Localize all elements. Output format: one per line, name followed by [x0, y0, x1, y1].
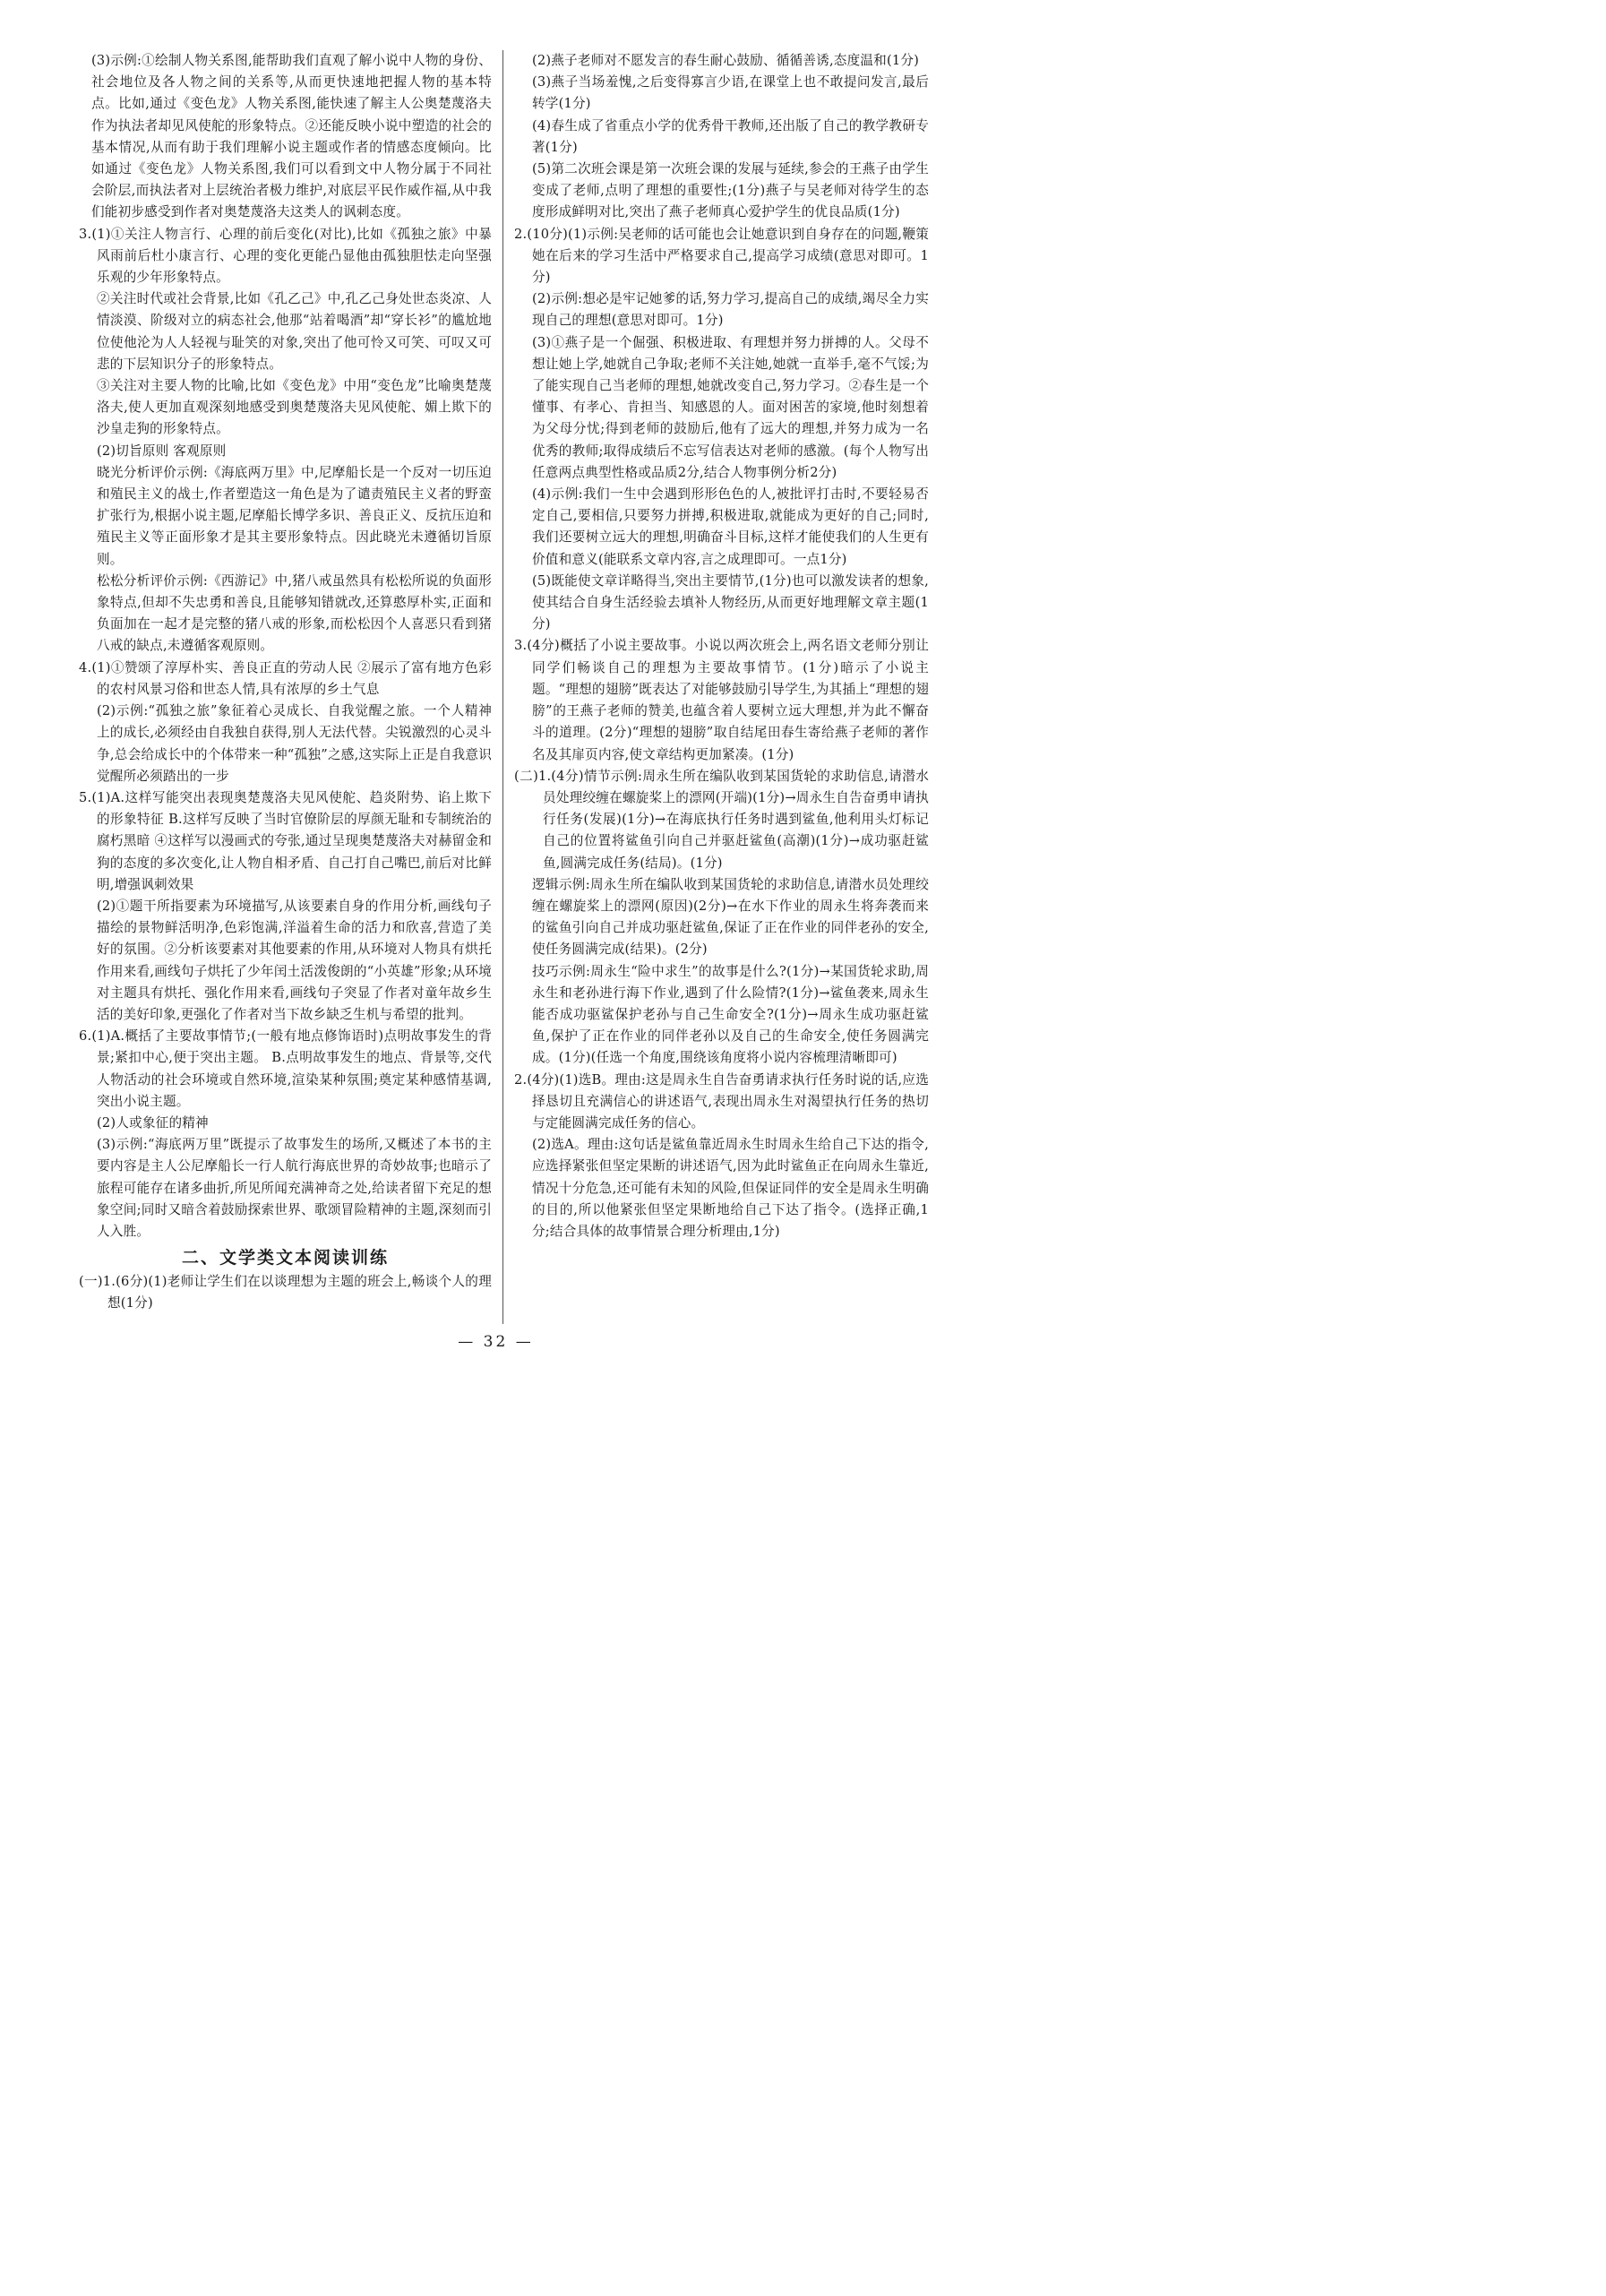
right-column: [514, 50, 929, 1243]
answer-paragraph: 6.(1)A.概括了主要故事情节;(一般有地点修饰语时)点明故事发生的背景;紧扣中心,便于突出主题。 B.点明故事发生的地点、背景等,交代人物活动的社会环境或自然环境,渲染某种氛围;奠定某种感情基调,突出小说主题。: [79, 1028, 492, 1109]
answer-paragraph: 3.(4分)概括了小说主要故事。小说以两次班会上,两名语文老师分别让同学们畅谈自己的理想为主要故事情节。(1分)暗示了小说主题。“理想的翅膀”既表达了对能够鼓励引导学生,为其插上“理想的翅膀”的王燕子老师的赞美,也蕴含着人要树立远大理想,并为此不懈奋斗的道理。(2分)“理想的翅膀”取自结尾田春生寄给燕子老师的著作名及其扉页内容,使文章结构更加紧凑。(1分): [514, 638, 929, 762]
section-title: 二、文学类文本阅读训练: [181, 1248, 389, 1268]
answer-paragraph: (一)1.(6分)(1)老师让学生们在以谈理想为主题的班会上,畅谈个人的理想(1分): [79, 1274, 492, 1311]
answer-paragraph: (2)人或象征的精神: [97, 1114, 209, 1131]
page-number: — 32 —: [458, 1333, 534, 1351]
answer-paragraph: (3)示例:“海底两万里”既提示了故事发生的场所,又概述了本书的主要内容是主人公尼摩船长一行人航行海底世界的奇妙故事;也暗示了旅程可能存在诸多曲折,所见所闻充满神奇之处,给读者留下充足的想象空间;同时又暗含着鼓励探索世界、歌颂冒险精神的主题,深刻而引人入胜。: [97, 1137, 492, 1239]
answer-paragraph: (2)选A。理由:这句话是鲨鱼靠近周永生时周永生给自己下达的指令,应选择紧张但坚定果断的讲述语气,因为此时鲨鱼正在向周永生靠近,情况十分危急,还可能有未知的风险,但保证同伴的安全是周永生明确的目的,所以他紧张但坚定果断地给自己下达了指令。(选择正确,1分;结合具体的故事情景合理分析理由,1分): [532, 1137, 929, 1239]
answer-paragraph: 逻辑示例:周永生所在编队收到某国货轮的求助信息,请潜水员处理绞缠在螺旋桨上的漂网(原因)(2分)→在水下作业的周永生将奔袭而来的鲨鱼引向自己并成功驱赶鲨鱼,保证了正在作业的同伴老孙的安全,使任务圆满完成(结果)。(2分): [532, 876, 929, 958]
answer-paragraph: ③关注对主要人物的比喻,比如《变色龙》中用“变色龙”比喻奥楚蔑洛夫,使人更加直观深刻地感受到奥楚蔑洛夫见风使舵、媚上欺下的沙皇走狗的形象特点。: [97, 378, 492, 437]
answer-paragraph: (3)示例:①绘制人物关系图,能帮助我们直观了解小说中人物的身份、社会地位及各人物之间的关系等,从而更快速地把握人物的基本特点。比如,通过《变色龙》人物关系图,能快速了解主人公奥楚蔑洛夫作为执法者却见风使舵的形象特点。②还能反映小说中塑造的社会的基本情况,从而有助于我们理解小说主题或作者的情感态度倾向。比如通过《变色龙》人物关系图,我们可以看到文中人物分属于不同社会阶层,而执法者对上层统治者极力维护,对底层平民作威作福,从中我们能初步感受到作者对奥楚蔑洛夫这类人的讽刺态度。: [91, 53, 492, 220]
answer-paragraph: 2.(10分)(1)示例:吴老师的话可能也会让她意识到自身存在的问题,鞭策她在后来的学习生活中严格要求自己,提高学习成绩(意思对即可。1分): [514, 226, 929, 286]
answer-paragraph: (二)1.(4分)情节示例:周永生所在编队收到某国货轮的求助信息,请潜水员处理绞缠在螺旋桨上的漂网(开端)(1分)→周永生自告奋勇申请执行任务(发展)(1分)→在海底执行任务时遇到鲨鱼,他利用头灯标记自己的位置将鲨鱼引向自己并驱赶鲨鱼(高潮)(1分)→成功驱赶鲨鱼,圆满完成任务(结局)。(1分): [514, 768, 929, 871]
column-divider: [502, 50, 503, 1324]
answer-paragraph: (4)示例:我们一生中会遇到形形色色的人,被批评打击时,不要轻易否定自己,要相信,只要努力拼搏,积极进取,就能成为更好的自己;同时,我们还要树立远大的理想,明确奋斗目标,这样才能使我们的人生更有价值和意义(能联系文章内容,言之成理即可。一点1分): [532, 486, 929, 567]
answer-paragraph: 3.(1)①关注人物言行、心理的前后变化(对比),比如《孤独之旅》中暴风雨前后杜小康言行、心理的变化更能凸显他由孤独胆怯走向坚强乐观的少年形象特点。: [79, 226, 492, 286]
answer-paragraph: 2.(4分)(1)选B。理由:这是周永生自告奋勇请求执行任务时说的话,应选择恳切且充满信心的讲述语气,表现出周永生对渴望执行任务的热切与定能圆满完成任务的信心。: [514, 1071, 929, 1131]
answer-page: [0, 0, 992, 1433]
answer-paragraph: (2)切旨原则 客观原则: [97, 443, 227, 459]
answer-paragraph: 松松分析评价示例:《西游记》中,猪八戒虽然具有松松所说的负面形象特点,但却不失忠勇和善良,且能够知错就改,还算憨厚朴实,正面和负面加在一起才是完整的猪八戒的形象,而松松因个人喜恶只看到猪八戒的缺点,未遵循客观原则。: [97, 572, 492, 654]
left-column: [79, 50, 492, 1315]
answer-paragraph: (3)①燕子是一个倔强、积极进取、有理想并努力拼搏的人。父母不想让她上学,她就自己争取;老师不关注她,她就一直举手,毫不气馁;为了能实现自己当老师的理想,她就改变自己,努力学习。②春生是一个懂事、有孝心、肯担当、知感恩的人。面对困苦的家境,他时刻想着为父母分忧;得到老师的鼓励后,他有了远大的理想,并努力成为一名优秀的教师;取得成绩后不忘写信表达对老师的感激。(每个人物写出任意两点典型性格或品质2分,结合人物事例分析2分): [532, 334, 929, 480]
answer-paragraph: (2)示例:“孤独之旅”象征着心灵成长、自我觉醒之旅。一个人精神上的成长,必须经由自我独自获得,别人无法代替。尖锐激烈的心灵斗争,总会给成长中的个体带来一种“孤独”之感,这实际上正是自我意识觉醒所必须踏出的一步: [97, 703, 492, 784]
answer-paragraph: ②关注时代或社会背景,比如《孔乙己》中,孔乙己身处世态炎凉、人情淡漠、阶级对立的病态社会,他那“站着喝酒”却“穿长衫”的尴尬地位使他沦为人人轻视与耻笑的对象,突出了他可怜又可笑、可叹又可悲的下层知识分子的形象特点。: [97, 291, 492, 372]
answer-paragraph: (5)既能使文章详略得当,突出主要情节,(1分)也可以激发读者的想象,使其结合自身生活经验去填补人物经历,从而更好地理解文章主题(1分): [532, 572, 929, 632]
answer-paragraph: (5)第二次班会课是第一次班会课的发展与延续,参会的王燕子由学生变成了老师,点明了理想的重要性;(1分)燕子与吴老师对待学生的态度形成鲜明对比,突出了燕子老师真心爱护学生的优良品质(1分): [532, 161, 929, 220]
answer-paragraph: 技巧示例:周永生“险中求生”的故事是什么?(1分)→某国货轮求助,周永生和老孙进行海下作业,遇到了什么险情?(1分)→鲨鱼袭来,周永生能否成功驱鲨保护老孙与自己生命安全?(1分)→周永生成功驱赶鲨鱼,保护了正在作业的同伴老孙以及自己的生命安全,使任务圆满完成。(1分)(任选一个角度,围绕该角度将小说内容梳理清晰即可): [532, 963, 929, 1066]
answer-paragraph: (3)燕子当场羞愧,之后变得寡言少语,在课堂上也不敢提问发言,最后转学(1分): [532, 74, 929, 112]
answer-paragraph: (4)春生成了省重点小学的优秀骨干教师,还出版了自己的教学教研专著(1分): [532, 117, 929, 155]
answer-paragraph: 晓光分析评价示例:《海底两万里》中,尼摩船长是一个反对一切压迫和殖民主义的战士,作者塑造这一角色是为了谴责殖民主义者的野蛮扩张行为,根据小说主题,尼摩船长博学多识、善良正义、反抗压迫和殖民主义等正面形象才是其主要形象特点。因此晓光未遵循切旨原则。: [97, 464, 492, 567]
answer-paragraph: (2)示例:想必是牢记她爹的话,努力学习,提高自己的成绩,竭尽全力实现自己的理想(意思对即可。1分): [532, 291, 929, 329]
answer-paragraph: 5.(1)A.这样写能突出表现奥楚蔑洛夫见风使舵、趋炎附势、谄上欺下的形象特征 B.这样写反映了当时官僚阶层的厚颜无耻和专制统治的腐朽黑暗 ④这样写以漫画式的夸张,通过呈现奥楚蔑洛夫对赫留金和狗的态度的多次变化,让人物自相矛盾、自己打自己嘴巴,前后对比鲜明,增强讽刺效果: [79, 789, 492, 892]
answer-paragraph: 4.(1)①赞颂了淳厚朴实、善良正直的劳动人民 ②展示了富有地方色彩的农村风景习俗和世态人情,具有浓厚的乡土气息: [79, 659, 492, 697]
answer-paragraph: (2)①题干所指要素为环境描写,从该要素自身的作用分析,画线句子描绘的景物鲜活明净,色彩饱满,洋溢着生命的活力和欣喜,营造了美好的氛围。②分析该要素对其他要素的作用,从环境对人物具有烘托作用来看,画线句子烘托了少年闰土活泼俊朗的“小英雄”形象;从环境对主题具有烘托、强化作用来看,画线句子突显了作者对童年故乡生活的美好印象,更强化了作者对当下故乡缺乏生机与希望的批判。: [97, 898, 492, 1022]
answer-paragraph: (2)燕子老师对不愿发言的春生耐心鼓励、循循善诱,态度温和(1分): [532, 53, 920, 68]
